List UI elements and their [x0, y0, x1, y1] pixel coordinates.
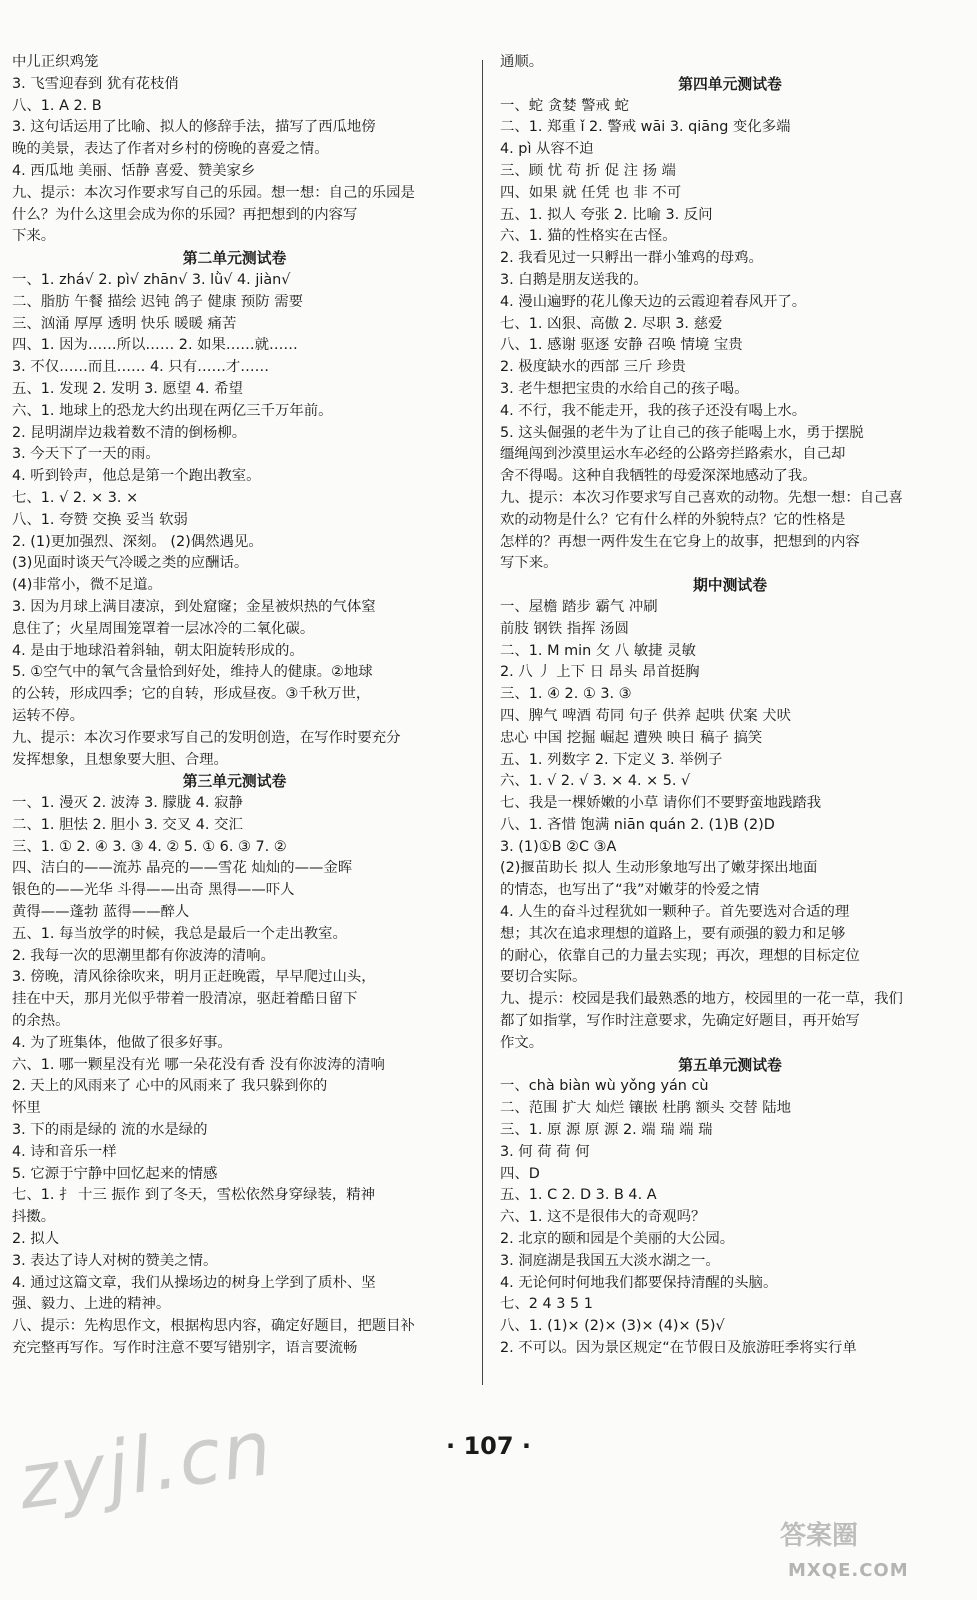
answer-line: 2. 拟人 — [12, 1231, 60, 1248]
answer-line: 抖擞。 — [12, 1209, 56, 1226]
answer-line: 3. (1)①B ②C ③A — [500, 838, 617, 855]
right-column — [500, 52, 960, 1360]
answer-line: 3. 这句话运用了比喻、拟人的修辞手法，描写了西瓜地傍 — [12, 119, 376, 136]
answer-line: 挂在中天，那月光似乎带着一股清凉，驱赶着酷日留下 — [12, 991, 358, 1008]
answer-line: 三、1. 原 源 原 源 2. 端 瑞 端 瑞 — [500, 1122, 713, 1139]
answer-line: (4)非常小，微不足道。 — [12, 577, 162, 594]
answer-line: 4. 人生的奋斗过程犹如一颗种子。首先要选对合适的理 — [500, 904, 850, 921]
answer-line: 二、1. 郑重 ǐ 2. 警戒 wāi 3. qiāng 变化多端 — [500, 119, 791, 136]
answer-line: 一、屋檐 踏步 霸气 冲刷 — [500, 598, 658, 615]
answer-line: 3. 下的雨是绿的 流的水是绿的 — [12, 1122, 208, 1139]
answer-line: 欢的动物是什么？它有什么样的外貌特点？它的性格是 — [500, 511, 846, 528]
answer-line: 黄得——蓬勃 蓝得——醉人 — [12, 904, 190, 921]
answer-line: 九、提示：本次习作要求写自己喜欢的动物。先想一想：自己喜 — [500, 489, 903, 506]
answer-line: 2. 昆明湖岸边栽着数不清的倒杨柳。 — [12, 424, 247, 441]
stamp-url-watermark: MXQE.COM — [788, 1560, 909, 1581]
answer-line: 二、1. M min 攵 八 敏捷 灵敏 — [500, 642, 696, 659]
answer-line: 四、D — [500, 1165, 540, 1182]
answer-line: 五、1. 发现 2. 发明 3. 愿望 4. 希望 — [12, 380, 243, 397]
answer-line: 3. 何 荷 荷 何 — [500, 1143, 590, 1160]
answer-line: 充完整再写作。写作时注意不要写错别字，语言要流畅 — [12, 1340, 358, 1357]
answer-line: 八、提示：先构思作文，根据构思内容，确定好题目，把题目补 — [12, 1318, 415, 1335]
answer-line: 八、1. (1)× (2)× (3)× (4)× (5)√ — [500, 1318, 725, 1335]
answer-line: 三、1. ④ 2. ① 3. ③ — [500, 686, 632, 703]
answer-line: 三、汹涌 厚厚 透明 快乐 暖暖 痛苦 — [12, 315, 237, 332]
answer-line: 3. 老牛想把宝贵的水给自己的孩子喝。 — [500, 380, 749, 397]
answer-line: 九、提示：本次习作要求写自己的乐园。想一想：自己的乐园是 — [12, 184, 415, 201]
answer-line: 想；其次在追求理想的道路上，要有顽强的毅力和足够 — [500, 925, 846, 942]
answer-line: 四、如果 就 任凭 也 非 不可 — [500, 184, 682, 201]
answer-line: 七、1. √ 2. × 3. × — [12, 489, 139, 506]
answer-line: 的耐心，依靠自己的力量去实现；再次，理想的目标定位 — [500, 947, 860, 964]
section-heading: 第二单元测试卷 — [182, 250, 287, 268]
answer-line: 2. 不可以。因为景区规定“在节假日及旅游旺季将实行单 — [500, 1340, 857, 1357]
answer-line: 八、1. 感谢 驱逐 安静 召唤 情境 宝贵 — [500, 337, 743, 354]
answer-line: 4. 通过这篇文章，我们从操场边的树身上学到了质朴、坚 — [12, 1274, 376, 1291]
answer-line: 六、1. 地球上的恐龙大约出现在两亿三千万年前。 — [12, 402, 333, 419]
answer-line: 四、脾气 啤酒 苟同 句子 供养 起哄 伏案 犬吠 — [500, 707, 792, 724]
answer-line: 4. 西瓜地 美丽、恬静 喜爱、赞美家乡 — [12, 162, 256, 179]
answer-line: 写下来。 — [500, 555, 558, 572]
answer-line: 4. 是由于地球沿着斜轴，朝太阳旋转形成的。 — [12, 642, 304, 659]
answer-line: 5. 它源于宁静中回忆起来的情感 — [12, 1165, 218, 1182]
answer-line: 一、蛇 贪婪 警戒 蛇 — [500, 97, 629, 114]
answer-line: 3. 表达了诗人对树的赞美之情。 — [12, 1252, 218, 1269]
answer-line: 2. 我看见过一只孵出一群小雏鸡的母鸡。 — [500, 250, 763, 267]
answer-line: 二、1. 胆怯 2. 胆小 3. 交叉 4. 交汇 — [12, 816, 243, 833]
answer-line: 七、2 4 3 5 1 — [500, 1296, 593, 1313]
answer-line: 3. 因为月球上满目凄凉，到处窟窿；金星被炽热的气体窒 — [12, 598, 376, 615]
answer-line: 五、1. C 2. D 3. B 4. A — [500, 1187, 657, 1204]
left-column — [12, 52, 457, 1360]
answer-line: 3. 飞雪迎春到 犹有花枝俏 — [12, 75, 179, 92]
answer-line: 4. 为了班集体，他做了很多好事。 — [12, 1034, 232, 1051]
answer-line: 前肢 钢铁 指挥 汤圆 — [500, 620, 629, 637]
answer-line: 九、提示：本次习作要求写自己的发明创造，在写作时要充分 — [12, 729, 401, 746]
answer-line: 三、1. ① 2. ④ 3. ③ 4. ② 5. ① 6. ③ 7. ② — [12, 838, 287, 855]
answer-line: 五、1. 拟人 夸张 2. 比喻 3. 反问 — [500, 206, 713, 223]
answer-line: 4. 不行，我不能走开，我的孩子还没有喝上水。 — [500, 402, 807, 419]
column-divider — [482, 60, 483, 1385]
stamp-watermark: 答案圈 — [780, 1521, 859, 1551]
answer-line: 通顺。 — [500, 54, 544, 70]
answer-line: 银色的——光华 斗得——出奇 黑得——吓人 — [12, 882, 295, 899]
answer-line: 怀里 — [12, 1100, 41, 1117]
answer-line: 六、1. 猫的性格实在古怪。 — [500, 228, 677, 245]
section-heading: 第五单元测试卷 — [678, 1056, 782, 1074]
section-heading: 第三单元测试卷 — [182, 773, 287, 791]
site-watermark: zyjl.cn — [13, 1402, 279, 1527]
answer-line: 2. 八 丿 上下 日 昂头 昂首挺胸 — [500, 664, 700, 681]
answer-line: 晚的美景，表达了作者对乡村的傍晚的喜爱之情。 — [12, 141, 329, 158]
answer-line: 4. 无论何时何地我们都要保持清醒的头脑。 — [500, 1274, 778, 1291]
section-heading: 第四单元测试卷 — [678, 75, 782, 93]
answer-line: 一、chà biàn wù yǒng yán cù — [500, 1078, 709, 1095]
answer-line: 作文。 — [500, 1034, 544, 1051]
answer-line: 5. 这头倔强的老牛为了让自己的孩子能喝上水，勇于摆脱 — [500, 424, 864, 441]
answer-line: (3)见面时谈天气冷暖之类的应酬话。 — [12, 555, 249, 572]
answer-line: 八、1. 夸赞 交换 妥当 软弱 — [12, 511, 188, 528]
answer-line: 强、毅力、上进的精神。 — [12, 1296, 171, 1313]
answer-line: 3. 傍晚，清风徐徐吹来，明月正赶晚霞，早早爬过山头， — [12, 969, 376, 986]
answer-line: 二、脂肪 午餐 描绘 迟钝 鸽子 健康 预防 需要 — [12, 293, 304, 310]
answer-line: 4. 漫山遍野的花儿像天边的云霞迎着春风开了。 — [500, 293, 807, 310]
answer-line: 五、1. 列数字 2. 下定义 3. 举例子 — [500, 751, 723, 768]
answer-line: 五、1. 每当放学的时候，我总是最后一个走出教室。 — [12, 925, 347, 942]
answer-line: 4. 听到铃声，他总是第一个跑出教室。 — [12, 468, 261, 485]
answer-line: 忠心 中国 挖掘 崛起 遭殃 映日 稿子 搞笑 — [500, 729, 763, 746]
answer-line: 六、1. 哪一颗星没有光 哪一朵花没有香 没有你波涛的清响 — [12, 1056, 385, 1073]
section-heading: 期中测试卷 — [693, 577, 767, 595]
answer-line: 要切合实际。 — [500, 969, 587, 986]
answer-line: 3. 今天下了一天的雨。 — [12, 446, 160, 463]
answer-line: 3. 洞庭湖是我国五大淡水湖之一。 — [500, 1252, 720, 1269]
answer-line: 怎样的？再想一两件发生在它身上的故事，把想到的内容 — [500, 533, 860, 550]
answer-line: 3. 白鹅是朋友送我的。 — [500, 271, 648, 288]
answer-line: 的余热。 — [12, 1013, 70, 1030]
answer-line: 下来。 — [12, 228, 56, 245]
answer-line: 六、1. 这不是很伟大的奇观吗？ — [500, 1209, 706, 1226]
answer-line: 息住了；火星周围笼罩着一层冰冷的二氧化碳。 — [12, 620, 315, 637]
answer-line: 4. pì 从容不迫 — [500, 141, 594, 158]
answer-line: 5. ①空气中的氧气含量恰到好处，维持人的健康。②地球 — [12, 664, 373, 681]
answer-line: 缰绳闯到沙漠里运水车必经的公路旁拦路索水，自己却 — [500, 446, 846, 463]
page-number: · 107 · — [445, 1432, 532, 1460]
answer-line: 三、顾 忧 苟 折 促 注 扬 端 — [500, 162, 676, 179]
answer-line: (2)揠苗助长 拟人 生动形象地写出了嫩芽探出地面 — [500, 860, 818, 877]
answer-line: 舍不得喝。这种自我牺牲的母爱深深地感动了我。 — [500, 468, 817, 485]
answer-line: 八、1. A 2. B — [12, 97, 102, 114]
answer-line: 2. 极度缺水的西部 三斤 珍贵 — [500, 359, 686, 376]
answer-line: 七、1. 凶狠、高傲 2. 尽职 3. 慈爱 — [500, 315, 723, 332]
answer-line: 发挥想象，且想象要大胆、合理。 — [12, 751, 228, 768]
answer-line: 2. 北京的颐和园是个美丽的大公园。 — [500, 1231, 735, 1248]
answer-line: 2. 我每一次的思潮里都有你波涛的清响。 — [12, 947, 275, 964]
answer-line: 四、洁白的——流苏 晶亮的——雪花 灿灿的——金晖 — [12, 860, 353, 877]
answer-line: 一、1. 漫灭 2. 波涛 3. 朦胧 4. 寂静 — [12, 795, 243, 812]
answer-line: 中儿正织鸡笼 — [12, 54, 99, 70]
answer-line: 3. 不仅……而且…… 4. 只有……才…… — [12, 359, 270, 376]
answer-line: 九、提示：校园是我们最熟悉的地方，校园里的一花一草，我们 — [500, 991, 903, 1008]
answer-line: 七、我是一棵娇嫩的小草 请你们不要野蛮地践踏我 — [500, 795, 822, 812]
answer-line: 一、1. zhá√ 2. pì√ zhān√ 3. lǜ√ 4. jiàn√ — [12, 271, 291, 288]
answer-line: 4. 诗和音乐一样 — [12, 1143, 117, 1160]
answer-line: 八、1. 吝惜 饱满 niān quán 2. (1)B (2)D — [500, 816, 775, 833]
answer-line: 六、1. √ 2. √ 3. × 4. × 5. √ — [500, 773, 691, 790]
answer-line: 2. (1)更加强烈、深刻。 (2)偶然遇见。 — [12, 533, 263, 550]
answer-line: 2. 天上的风雨来了 心中的风雨来了 我只躲到你的 — [12, 1078, 328, 1095]
answer-line: 运转不停。 — [12, 707, 84, 724]
answer-line: 什么？为什么这里会成为你的乐园？再把想到的内容写 — [12, 206, 358, 223]
answer-line: 七、1. 扌 十三 振作 到了冬天，雪松依然身穿绿装，精神 — [12, 1187, 376, 1204]
answer-line: 的公转，形成四季；它的自转，形成昼夜。③千秋万世， — [12, 686, 371, 703]
answer-line: 四、1. 因为……所以…… 2. 如果……就…… — [12, 337, 298, 354]
answer-line: 二、范围 扩大 灿烂 镶嵌 杜鹃 额头 交替 陆地 — [500, 1100, 792, 1117]
answer-line: 都了如指掌，写作时注意要求，先确定好题目，再开始写 — [500, 1013, 860, 1030]
answer-line: 的情态，也写出了“我”对嫩芽的怜爱之情 — [500, 882, 760, 899]
